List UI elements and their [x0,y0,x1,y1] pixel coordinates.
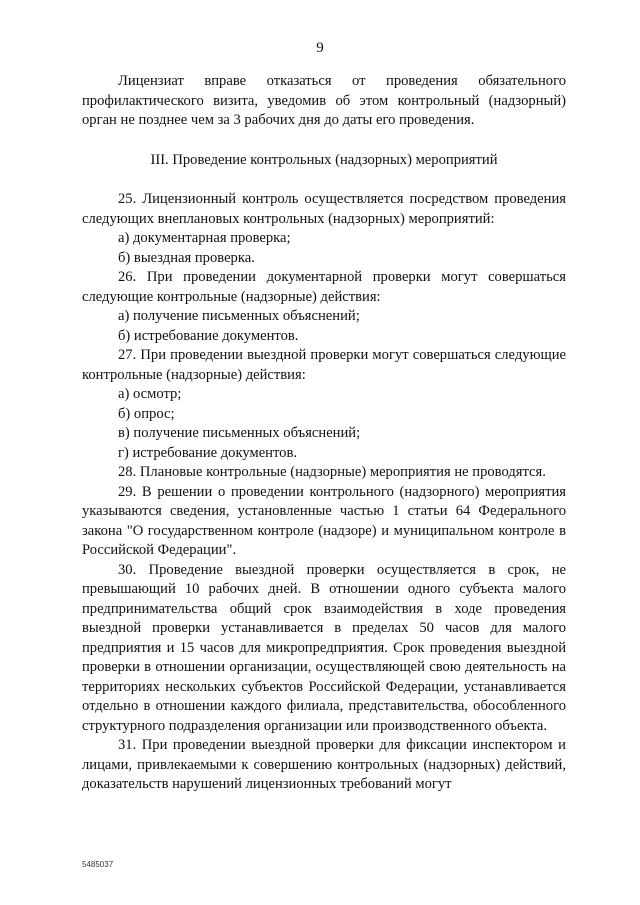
paragraph-30: 30. Проведение выездной проверки осуществляется в срок, не превышающий 10 рабочих дней. В отношении одного субъекта малого предпринимательства общий срок взаимодействия в ходе проведения выездной проверки устанавливается в пределах 50 часов для малого предприятия и 15 часов для микропредприятия. Срок проведения выездной проверки в отношении организации, осуществляющей свою деятельность на территориях нескольких субъектов Российской Федерации, устанавливается отдельно в отношении каждого филиала, представительства, обособленного структурного подразделения организации или производственного объекта. [82,561,566,734]
paragraph-28: 28. Плановые контрольные (надзорные) мероприятия не проводятся. [118,464,546,480]
paragraph-intro: Лицензиат вправе отказаться от проведения обязательного профилактического визита, уведомив об этом контрольный (надзорный) орган не позднее чем за 3 рабочих дня до даты его проведения. [82,73,566,128]
document-body [82,68,566,795]
list-item-26a: а) получение письменных объяснений; [118,308,360,324]
section-heading: III. Проведение контрольных (надзорных) мероприятий [150,151,498,168]
paragraph-31: 31. При проведении выездной проверки для фиксации инспектором и лицами, привлекаемыми к совершению контрольных (надзорных) действий, доказательств нарушений лицензионных требований могут [82,737,566,792]
page-number: 9 [316,40,324,56]
document-code: 5485037 [82,860,114,869]
paragraph-29: 29. В решении о проведении контрольного (надзорного) мероприятия указываются сведения, установленные частью 1 статьи 64 Федерального закона "О государственном контроле (надзоре) и муниципальном контроле в Российской Федерации". [82,483,566,558]
list-item-27b: б) опрос; [118,405,175,422]
list-item-25b: б) выездная проверка. [118,249,255,266]
paragraph-27: 27. При проведении выездной проверки могут совершаться следующие контрольные (надзорные) действия: [82,347,566,383]
list-item-26b: б) истребование документов. [118,327,299,344]
list-item-27c: в) получение письменных объяснений; [118,425,361,441]
list-item-27a: а) осмотр; [118,386,182,402]
list-item-25a: а) документарная проверка; [118,230,291,246]
paragraph-25: 25. Лицензионный контроль осуществляется посредством проведения следующих внеплановых контрольных (надзорных) мероприятий: [82,191,566,227]
paragraph-26: 26. При проведении документарной проверки могут совершаться следующие контрольные (надзорные) действия: [82,269,566,305]
list-item-27d: г) истребование документов. [118,444,298,461]
